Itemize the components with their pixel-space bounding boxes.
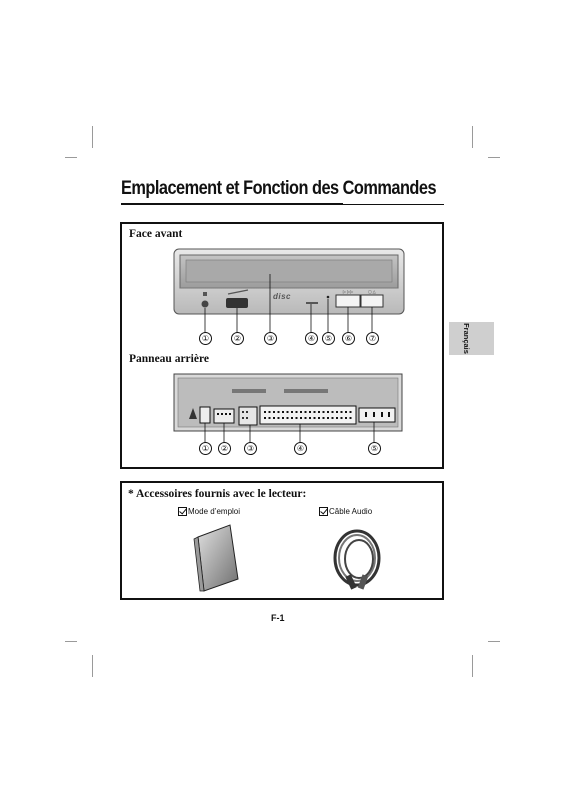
crop-mark	[65, 641, 77, 642]
front-callout-7: ⑦	[366, 332, 379, 345]
svg-text:◻ △: ◻ △	[368, 289, 376, 294]
front-callout-4: ④	[305, 332, 318, 345]
accessory-cable-label: Câble Audio	[319, 507, 372, 516]
rear-callout-3: ③	[244, 442, 257, 455]
crop-mark	[488, 157, 500, 158]
crop-mark	[472, 655, 473, 677]
accessories-panel	[120, 481, 444, 600]
front-callout-1: ①	[199, 332, 212, 345]
front-callout-6: ⑥	[342, 332, 355, 345]
front-panel-drawing	[122, 224, 442, 467]
crop-mark	[472, 126, 473, 148]
checkbox-icon	[319, 507, 328, 516]
front-callout-3: ③	[264, 332, 277, 345]
manual-booklet-icon	[186, 523, 246, 593]
crop-mark	[92, 126, 93, 148]
rear-heading: Panneau arrière	[129, 353, 209, 365]
controls-panel	[120, 222, 444, 469]
crop-mark	[488, 641, 500, 642]
title-underline-thin	[343, 204, 444, 205]
checkbox-icon	[178, 507, 187, 516]
front-callout-2: ②	[231, 332, 244, 345]
page-number: F-1	[271, 613, 285, 623]
rear-callout-5: ⑤	[368, 442, 381, 455]
accessories-heading: * Accessoires fournis avec le lecteur:	[128, 488, 307, 500]
crop-mark	[65, 157, 77, 158]
front-heading: Face avant	[129, 228, 183, 240]
accessory-manual-label: Mode d’emploi	[178, 507, 240, 516]
rear-callout-1: ①	[199, 442, 212, 455]
page-title: Emplacement et Fonction des Commandes	[121, 178, 437, 199]
rear-callout-4: ④	[294, 442, 307, 455]
front-callout-5: ⑤	[322, 332, 335, 345]
language-tab-label: Français	[461, 323, 471, 354]
disc-logo: disc	[273, 292, 292, 301]
crop-mark	[92, 655, 93, 677]
svg-text:▷ ▷▷: ▷ ▷▷	[342, 289, 354, 294]
rear-callout-2: ②	[218, 442, 231, 455]
title-underline	[121, 203, 343, 205]
audio-cable-icon	[324, 523, 394, 593]
language-tab	[449, 322, 494, 355]
